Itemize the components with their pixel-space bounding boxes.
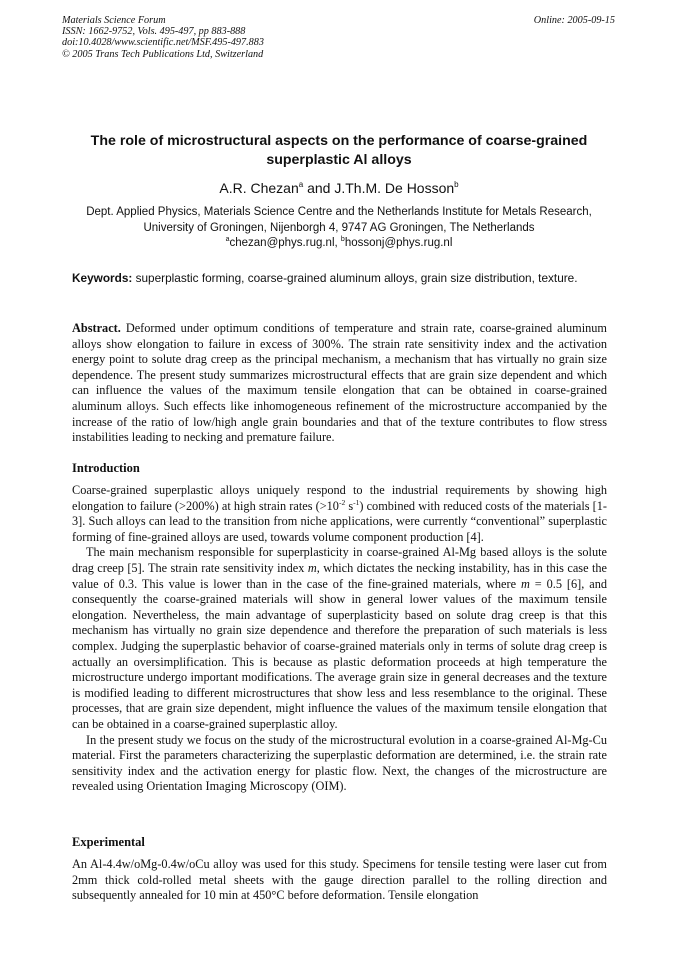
abstract-text: Deformed under optimum conditions of temperature and strain rate, coarse-grained aluminum alloys show elongation to failure in excess of 300%. The strain rate sensitivity index and the activation energy point to solute drag creep as the principal mechanism, a mechanism that has virtually no grain size dependence. The present study summarizes microstructural effects that are grain size dependent and which can influence the values of the maximum tensile elongation that can be obtained in coarse-grained aluminum alloys. Such effects like inhomogeneous refinement of the microstructure accompanied by the increase of the ratio of low/high angle grain boundaries and that of the texture contributes to flow stress instabilities leading to necking and premature failure. <box>72 321 607 445</box>
superscript: -2 <box>338 497 346 507</box>
math-symbol: m <box>520 576 530 591</box>
author-name: J.Th.M. De Hosson <box>334 180 455 196</box>
text-run: , which dictates the necking instability, has in this case the value of 0.3. This value is lower than in the case of the fine-grained materials, where <box>72 560 607 591</box>
email-superscript: b <box>340 236 345 243</box>
text-run: The main mechanism responsible for superplasticity in coarse-grained Al-Mg based alloys is the solute drag creep [5]. The strain rate sensitivity index <box>72 545 607 575</box>
introduction-body <box>72 483 607 795</box>
keywords-text: superplastic forming, coarse-grained aluminum alloys, grain size distribution, texture. <box>132 271 578 285</box>
journal-name: Materials Science Forum <box>62 15 166 26</box>
author-superscript: b <box>454 180 459 189</box>
author-line <box>60 179 618 197</box>
text-run: Coarse-grained superplastic alloys uniquely respond to the industrial requirements by showing high elongation to failure (>200%) at high strain rates (>10 <box>72 483 607 513</box>
paper-title: The role of microstructural aspects on the performance of coarse-grained superplastic Al alloys <box>90 133 588 168</box>
author-name: A.R. Chezan <box>219 180 299 196</box>
text-run: ) combined with reduced costs of the materials [1-3]. Such alloys can lead to the transition from niche applications, were currently “conventional” superplastic forming of fine-grained alloys are used, towards volume component production [4]. <box>72 498 607 544</box>
author-conjunction: and <box>303 180 335 196</box>
section-heading-introduction: Introduction <box>72 461 140 475</box>
paragraph: An Al-4.4w/oMg-0.4w/oCu alloy was used for this study. Specimens for tensile testing were laser cut from 2mm thick cold-rolled metal sheets with the gauge direction parallel to the rolling direction and subsequently annealed for 10 min at 450°C before deformation. Tensile elongation <box>72 857 607 903</box>
email-link[interactable]: chezan@phys.rug.nl <box>229 237 335 249</box>
paragraph <box>72 483 607 545</box>
copyright-line: © 2005 Trans Tech Publications Ltd, Switzerland <box>62 48 264 60</box>
journal-header <box>62 15 264 60</box>
math-symbol: m <box>307 560 317 575</box>
abstract-label: Abstract. <box>72 321 121 335</box>
email-superscript: a <box>225 236 230 243</box>
section-heading-experimental: Experimental <box>72 835 145 849</box>
experimental-body <box>72 857 607 904</box>
text-run: s <box>345 498 354 513</box>
author-superscript: a <box>298 180 304 189</box>
keywords-label: Keywords: <box>72 271 133 285</box>
doi-line: doi:10.4028/www.scientific.net/MSF.495-497.883 <box>62 37 264 49</box>
online-date: Online: 2005-09-15 <box>533 15 615 26</box>
paragraph: In the present study we focus on the study of the microstructural evolution in a coarse-grained Al-Mg-Cu material. First the parameters characterizing the superplastic deformation are determined, i.e. the strain rate sensitivity index and the activation energy for plastic flow. Next, the changes of the microstructure are revealed using Orientation Imaging Microscopy (OIM). <box>72 732 607 794</box>
abstract <box>72 321 607 446</box>
issn-line: ISSN: 1662-9752, Vols. 495-497, pp 883-888 <box>62 26 246 38</box>
superscript: -1 <box>353 497 360 507</box>
keywords <box>72 271 612 286</box>
paragraph <box>72 545 607 732</box>
email-link[interactable]: hossonj@phys.rug.nl <box>344 237 453 249</box>
text-run: = 0.5 [6], and consequently the coarse-grained materials will show in general lower values of the maximum tensile elongation. Nevertheless, the main advantage of superplasticity based on solute drag creep is that this mechanism has virtually no grain size dependence and therefore the preparation of such materials is less complex. Judging the superplastic behavior of coarse-grained materials only in terms of solute drag creep is actually an oversimplification. This is because as plastic deformation proceeds at high temperature the microstructure undergo important modifications. The average grain size in general decreases and the texture is modified leading to different microstructures that show less and less resemblance to the original. These processes, that are grain size dependent, might influence the values of the maximum tensile elongation that can be obtained in a coarse-grained superplastic alloy. <box>72 576 607 731</box>
affiliation: Dept. Applied Physics, Materials Science Centre and the Netherlands Institute for Metals Research, University of Groningen, Nijenborgh 4, 9747 AG Groningen, The Netherlands <box>86 206 592 234</box>
email-line <box>60 236 618 251</box>
email-separator: , <box>334 237 341 249</box>
